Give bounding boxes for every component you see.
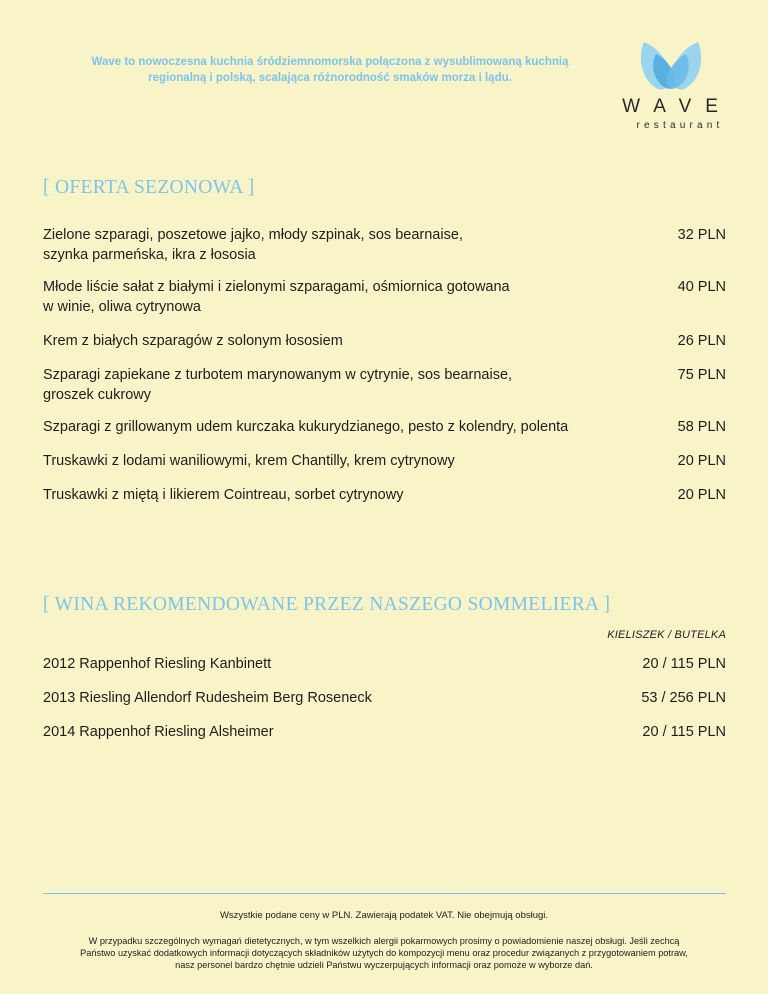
footer-allergy-note — [20, 935, 748, 971]
menu-item-price: 58 PLN — [677, 419, 726, 435]
footer-divider — [43, 893, 726, 894]
intro-line: Wave to nowoczesna kuchnia śródziemnomorska połączona z wysublimowaną kuchnią — [91, 56, 569, 68]
wine-name: 2012 Rappenhof Riesling Kanbinett — [43, 656, 272, 672]
wines-section-title: [ WINA REKOMENDOWANE PRZEZ NASZEGO SOMMELIERA ] — [43, 594, 611, 615]
menu-item-description-line: w winie, oliwa cytrynowa — [43, 299, 201, 315]
intro-line: regionalną i polską, scalająca różnorodność smaków morza i lądu. — [148, 72, 512, 84]
wave-logo-icon — [636, 38, 706, 94]
wine-price: 20 / 115 PLN — [642, 656, 726, 672]
footer-note-line: nasz personel bardzo chętnie udzieli Państwu wyczerpujących informacji oraz pomoże w wyborze dań. — [175, 960, 593, 970]
menu-item-description-line: Truskawki z lodami waniliowymi, krem Chantilly, krem cytrynowy — [43, 453, 455, 469]
menu-item-description-line: Szparagi zapiekane z turbotem marynowanym w cytrynie, sos bearnaise, — [43, 367, 513, 383]
menu-item-price: 20 PLN — [677, 453, 726, 469]
footer-price-note: Wszystkie podane ceny w PLN. Zawierają podatek VAT. Nie obejmują obsługi. — [219, 910, 549, 921]
logo-subtitle: restaurant — [636, 120, 724, 131]
wine-price: 20 / 115 PLN — [642, 724, 726, 740]
footer-note-line: Państwo uzyskać dodatkowych informacji dotyczących składników użytych do kompozycji menu oraz procedur związanych z przygotowaniem potraw, — [80, 948, 688, 958]
menu-item-description — [43, 365, 613, 405]
menu-item-price: 20 PLN — [677, 487, 726, 503]
menu-item-price: 32 PLN — [677, 227, 726, 243]
menu-item-price: 75 PLN — [677, 367, 726, 383]
wave-logo — [600, 38, 740, 138]
menu-item-description-line: Zielone szparagi, poszetowe jajko, młody szpinak, sos bearnaise, — [43, 227, 463, 243]
seasonal-section-title: [ OFERTA SEZONOWA ] — [43, 177, 255, 198]
menu-item-description — [43, 485, 613, 505]
menu-item-description-line: Truskawki z miętą i likierem Cointreau, sorbet cytrynowy — [43, 487, 404, 503]
menu-item-description-line: Krem z białych szparagów z solonym łososiem — [43, 333, 343, 349]
wine-price: 53 / 256 PLN — [641, 690, 726, 706]
menu-item-price: 40 PLN — [677, 279, 726, 295]
menu-item-description-line: szynka parmeńska, ikra z łososia — [43, 247, 256, 263]
menu-item-description — [43, 331, 613, 351]
footer-note-line: W przypadku szczególnych wymagań dietetycznych, w tym wszelkich alergii pokarmowych prosimy o powiadomienie naszej obsługi. Jeśli zechcą — [88, 936, 680, 946]
logo-wordmark: WAVE — [622, 96, 732, 117]
menu-item-price: 26 PLN — [677, 333, 726, 349]
menu-item-description-line: Szparagi z grillowanym udem kurczaka kukurydzianego, pesto z kolendry, polenta — [43, 419, 569, 435]
intro-text — [40, 54, 620, 86]
wine-name: 2013 Riesling Allendorf Rudesheim Berg Roseneck — [43, 690, 372, 706]
menu-item-description — [43, 451, 613, 471]
wine-name: 2014 Rappenhof Riesling Alsheimer — [43, 724, 274, 740]
menu-item-description — [43, 277, 613, 317]
menu-item-description-line: groszek cukrowy — [43, 387, 151, 403]
menu-item-description-line: Młode liście sałat z białymi i zielonymi szparagami, ośmiornica gotowana — [43, 279, 510, 295]
menu-item-description — [43, 225, 613, 265]
wine-price-column-header: KIELISZEK / BUTELKA — [607, 629, 726, 641]
menu-item-description — [43, 417, 613, 437]
